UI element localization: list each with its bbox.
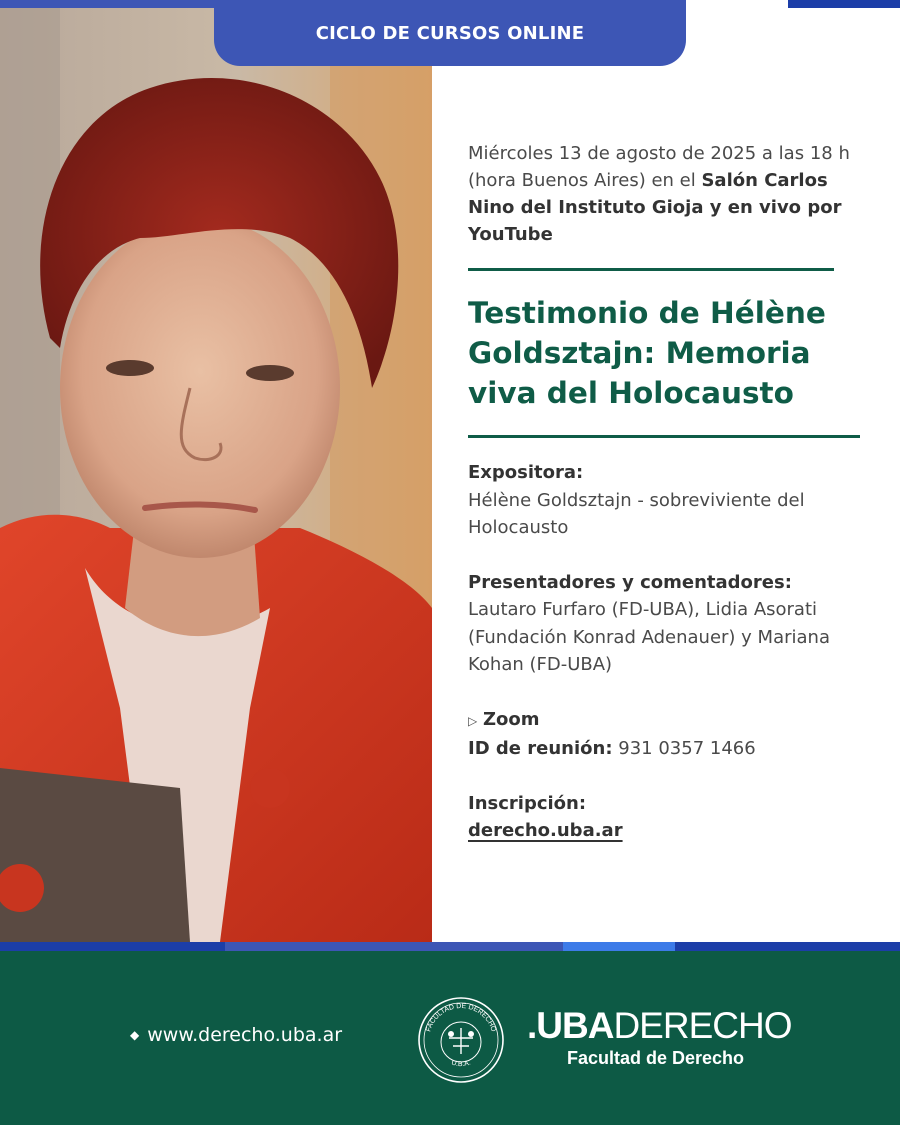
- divider: [468, 268, 834, 271]
- event-info: [468, 140, 868, 845]
- event-title: Testimonio de Hélène Goldsztajn: Memoria viva del Holocausto: [468, 296, 826, 410]
- event-venue-text: Salón Carlos Nino del Instituto Gioja y en vivo por YouTube: [468, 170, 842, 245]
- seal-text-bottom: U.B.A.: [450, 1059, 472, 1069]
- university-seal-icon: [417, 996, 505, 1084]
- brand-subtitle: Facultad de Derecho: [567, 1048, 745, 1068]
- registration-label: Inscripción:: [468, 792, 587, 814]
- brand-uba: .UBA: [527, 1005, 614, 1046]
- uba-derecho-logo: [527, 1006, 791, 1069]
- footer: [0, 951, 900, 1125]
- meeting-id-line: [468, 735, 868, 763]
- footer-website[interactable]: [130, 1024, 342, 1046]
- play-triangle-icon: ▷: [468, 713, 478, 728]
- speaker-label: Expositora:: [468, 462, 584, 483]
- presenters-label: Presentadores y comentadores:: [468, 571, 792, 593]
- brand-derecho: DERECHO: [613, 1005, 792, 1046]
- speaker-value: Hélène Goldsztajn - sobreviviente del Holocausto: [468, 489, 805, 538]
- event-date-text: Miércoles 13 de agosto de 2025 a las 18 h (hora Buenos Aires) en el: [468, 143, 850, 191]
- header-badge: [214, 0, 686, 66]
- footer-website-text: www.derecho.uba.ar: [147, 1024, 343, 1046]
- speaker-photo: [0, 8, 432, 942]
- meeting-id-label: ID de reunión:: [468, 738, 613, 759]
- brand-wordmark: [527, 1006, 791, 1046]
- seal-text-top: FACULTAD DE DERECHO: [425, 1002, 497, 1033]
- header-badge-label: CICLO DE CURSOS ONLINE: [315, 22, 585, 44]
- diamond-icon: ◆: [130, 1028, 140, 1042]
- svg-text:U.B.A.: [450, 1059, 471, 1068]
- meeting-id-value: 931 0357 1466: [618, 738, 756, 759]
- event-date-venue: [468, 140, 870, 248]
- zoom-line: [468, 706, 868, 736]
- bottom-color-stripe: [0, 942, 900, 951]
- registration-link[interactable]: derecho.uba.ar: [468, 820, 623, 841]
- divider: [468, 435, 860, 438]
- zoom-label: Zoom: [482, 708, 540, 730]
- details: [468, 459, 868, 845]
- presenters-value: Lautaro Furfaro (FD-UBA), Lidia Asorati (Fundación Konrad Adenauer) y Mariana Kohan (FD-UBA): [468, 599, 830, 675]
